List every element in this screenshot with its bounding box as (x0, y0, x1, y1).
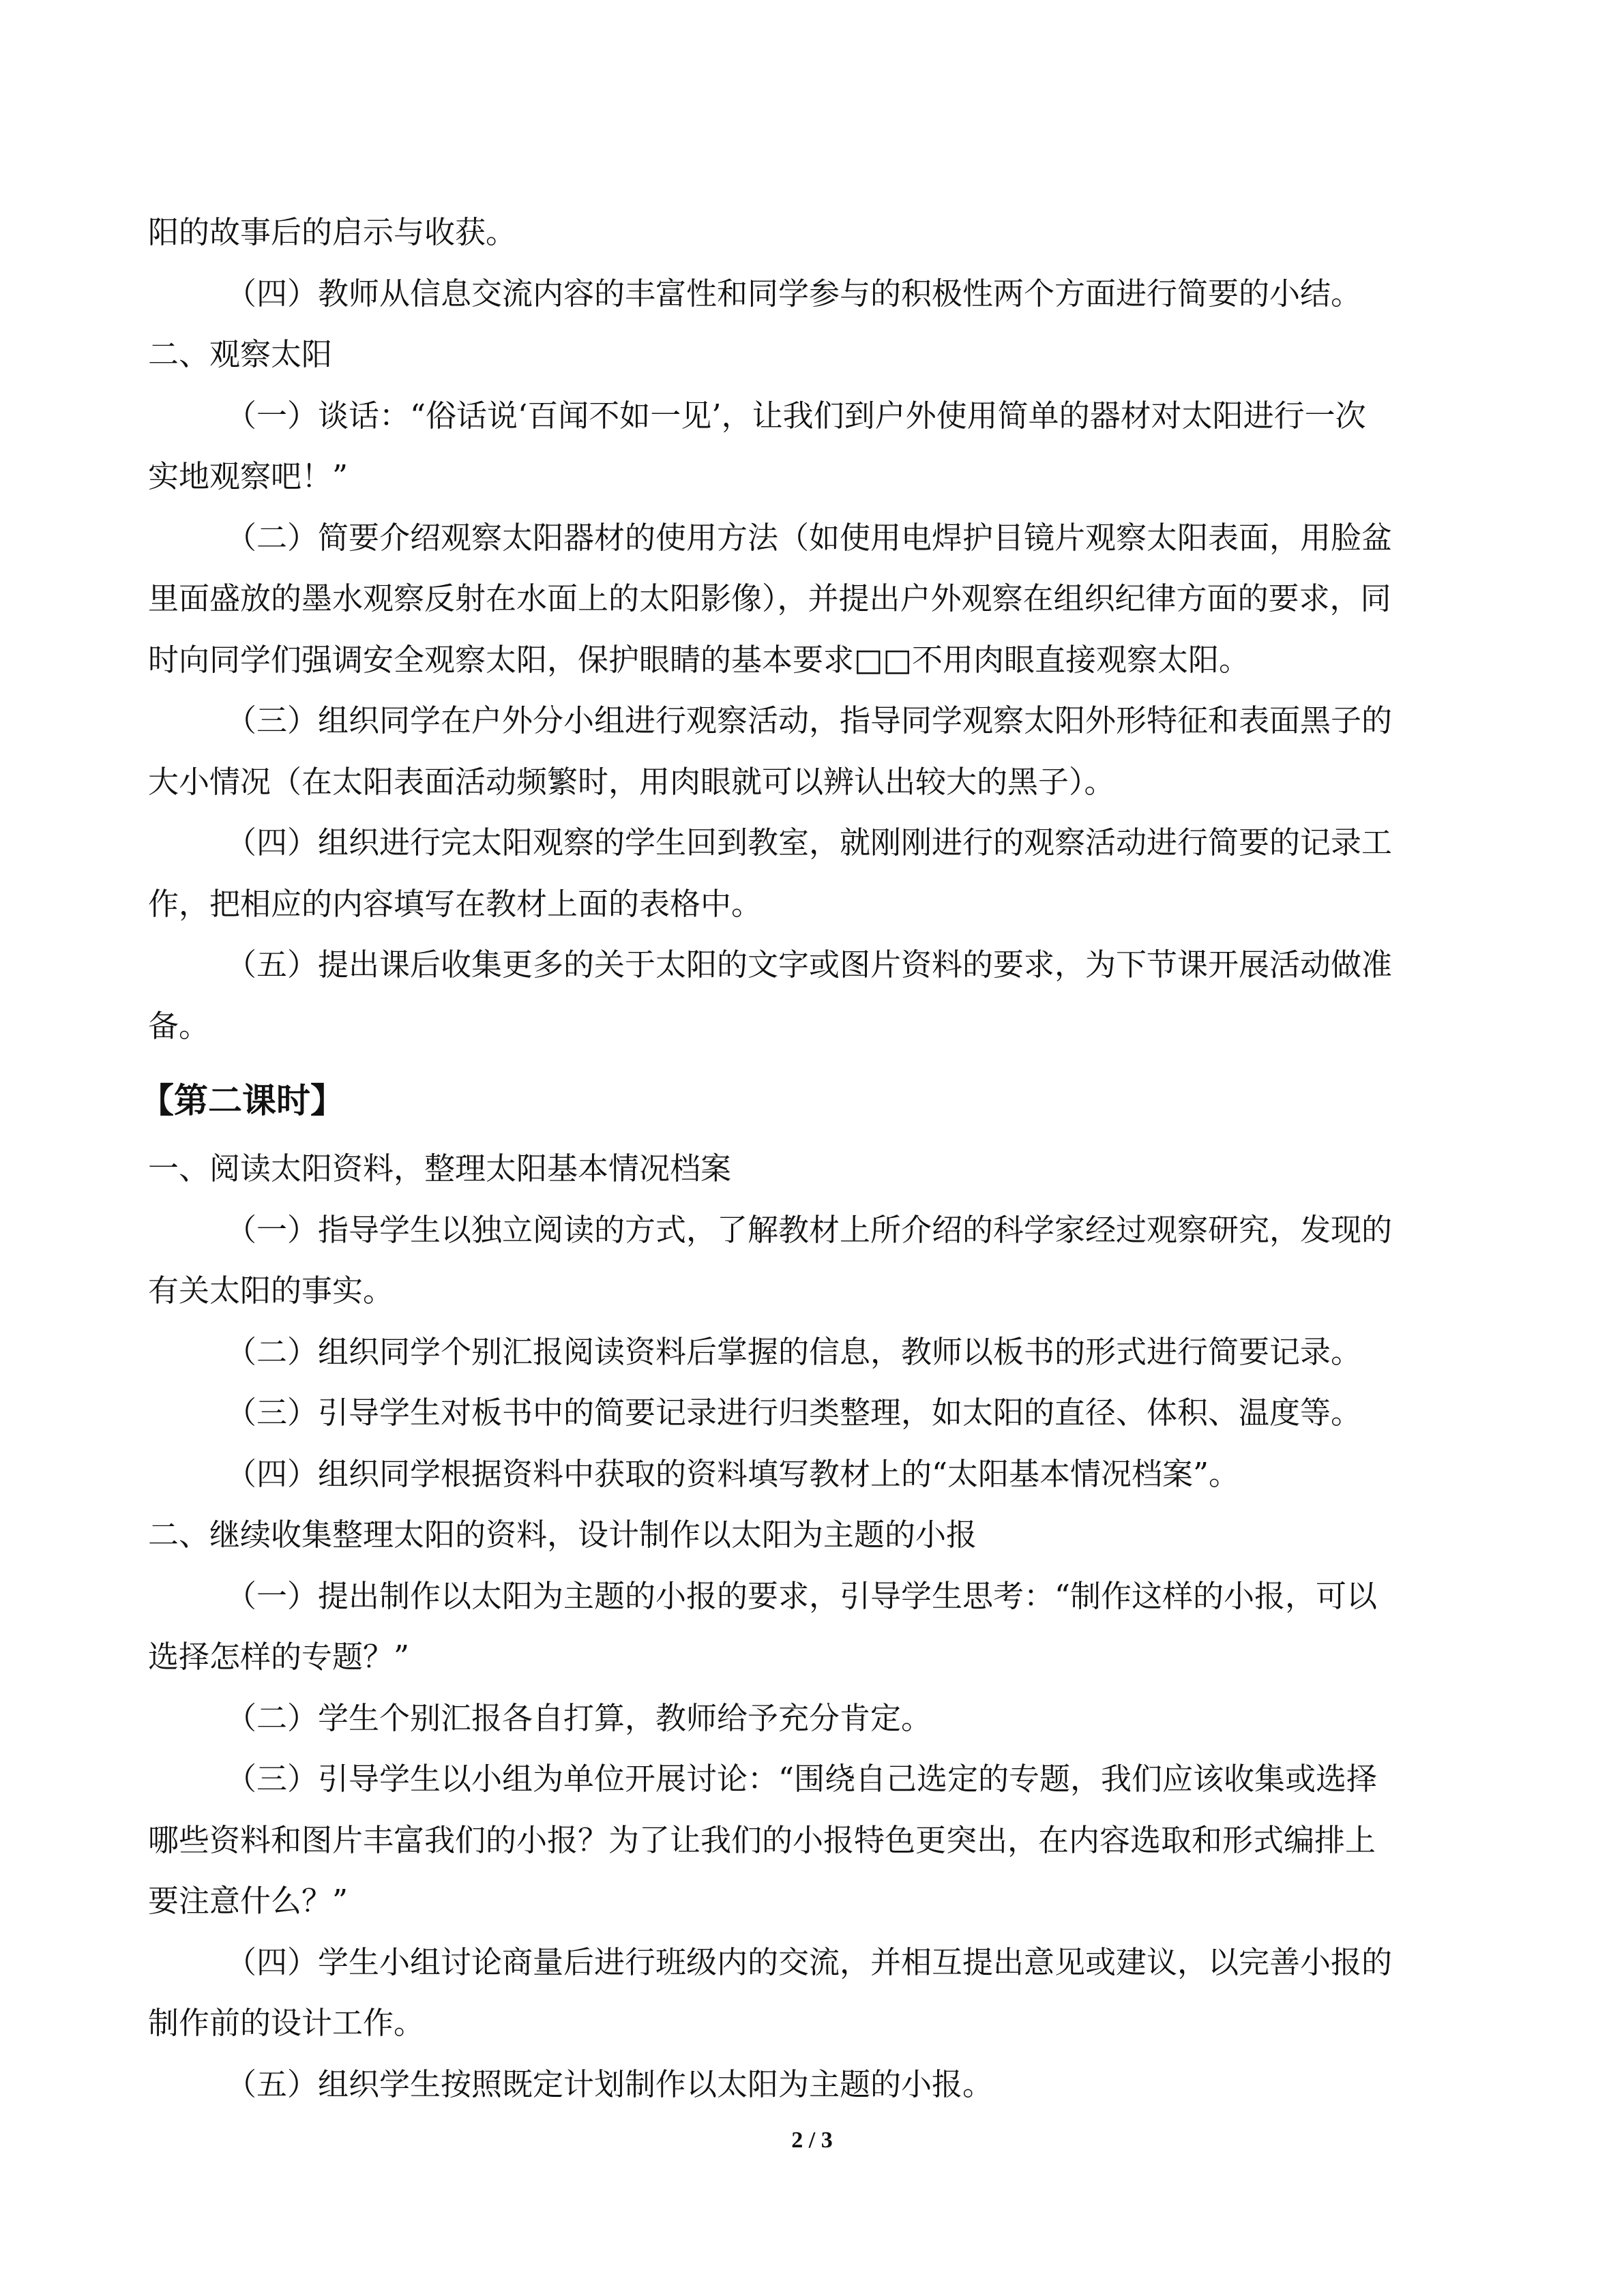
text-line: （五）提出课后收集更多的关于太阳的文字或图片资料的要求，为下节课开展活动做准 (226, 946, 1393, 983)
text-line: （三）引导学生以小组为单位开展讨论：“围绕自己选定的专题，我们应该收集或选择 (226, 1761, 1378, 1797)
text-line: 作，把相应的内容填写在教材上面的表格中。 (148, 885, 763, 922)
text-line: （一）谈话：“俗话说‘百闻不如一见’，让我们到户外使用简单的器材对太阳进行一次 (226, 397, 1366, 434)
text-line: 要注意什么？” (148, 1883, 349, 1919)
lesson-two (148, 1138, 1478, 2115)
text-line: （四）组织进行完太阳观察的学生回到教室，就刚刚进行的观察活动进行简要的记录工 (226, 824, 1393, 861)
section-heading: 【第二课时】 (140, 1081, 344, 1120)
text-line: 时向同学们强调安全观察太阳，保护眼睛的基本要求□□不用肉眼直接观察太阳。 (148, 641, 1250, 678)
text-line: 大小情况（在太阳表面活动频繁时，用肉眼就可以辨认出较大的黑子）。 (148, 763, 1115, 800)
text-line: （四）教师从信息交流内容的丰富性和同学参与的积极性两个方面进行简要的小结。 (226, 275, 1362, 312)
text-line: 备。 (148, 1007, 210, 1044)
text-line: （一）指导学生以独立阅读的方式，了解教材上所介绍的科学家经过观察研究，发现的 (226, 1211, 1393, 1248)
text-line: （二）学生个别汇报各自打算，教师给予充分肯定。 (226, 1699, 932, 1736)
text-line: 选择怎样的专题？” (148, 1639, 410, 1675)
text-line: 二、观察太阳 (148, 336, 333, 372)
text-line: （三）组织同学在户外分小组进行观察活动，指导同学观察太阳外形特征和表面黑子的 (226, 702, 1393, 739)
text-line: 哪些资料和图片丰富我们的小报？为了让我们的小报特色更突出，在内容选取和形式编排上 (148, 1821, 1376, 1858)
text-line: （二）简要介绍观察太阳器材的使用方法（如使用电焊护目镜片观察太阳表面，用脸盆 (226, 519, 1393, 556)
text-line: （四）学生小组讨论商量后进行班级内的交流，并相互提出意见或建议，以完善小报的 (226, 1943, 1393, 1980)
text-line: 里面盛放的墨水观察反射在水面上的太阳影像），并提出户外观察在组织纪律方面的要求，同 (148, 580, 1391, 616)
text-line: 二、继续收集整理太阳的资料，设计制作以太阳为主题的小报 (148, 1517, 977, 1553)
page-number: 2 / 3 (791, 2128, 833, 2153)
text-line: 有关太阳的事实。 (148, 1272, 394, 1309)
text-line: （二）组织同学个别汇报阅读资料后掌握的信息，教师以板书的形式进行简要记录。 (226, 1333, 1362, 1370)
text-line: （五）组织学生按照既定计划制作以太阳为主题的小报。 (226, 2066, 994, 2102)
text-line: （三）引导学生对板书中的简要记录进行归类整理，如太阳的直径、体积、温度等。 (226, 1395, 1362, 1431)
text-line: （一）提出制作以太阳为主题的小报的要求，引导学生思考：“制作这样的小报，可以 (226, 1577, 1378, 1614)
text-line: 一、阅读太阳资料，整理太阳基本情况档案 (148, 1150, 732, 1187)
lesson-one-continued (148, 202, 1478, 1056)
text-line: 制作前的设计工作。 (148, 2005, 425, 2041)
text-line: （四）组织同学根据资料中获取的资料填写教材上的“太阳基本情况档案”。 (226, 1455, 1240, 1492)
text-line: 实地观察吧！” (148, 458, 349, 494)
document-body (140, 202, 1478, 2115)
text-line: 阳的故事后的启示与收获。 (148, 214, 517, 250)
